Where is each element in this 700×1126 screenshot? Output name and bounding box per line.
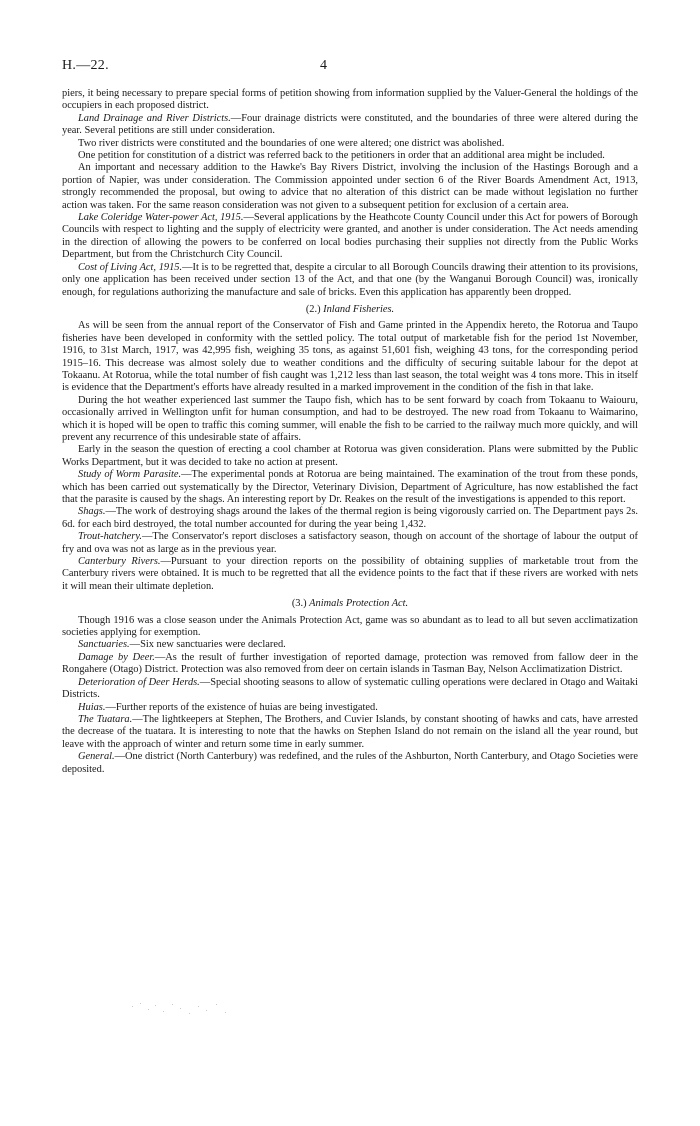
paragraph: During the hot weather experienced last summer the Taupo fish, which has to be sent forward by coach from Tokaanu to Waiouru, occasionally arrived in Wellington unfit for human consumption, and had to be destroyed. The new road from Tokaanu to Waimarino, which it is hoped will be open to traffic this coming summer, will enable the fish to be carried to the railway much more quickly, and will prevent any recurrence of this undesirable state of affairs. (62, 394, 638, 443)
paragraph-lead: Huias. (78, 701, 106, 713)
page-header (62, 58, 638, 88)
paragraph: Early in the season the question of erecting a cool chamber at Rotorua was given consideration. Plans were submitted by the Public Works Department, but it was decided to take no action at present. (62, 444, 638, 468)
paragraph-lead: Canterbury Rivers. (78, 556, 161, 568)
paragraph: Huias.—Further reports of the existence of huias are being investigated. (78, 701, 378, 713)
paragraph: Though 1916 was a close season under the Animals Protection Act, game was so abundant as to lead to all but seven acclimatization societies applying for exemption. (62, 614, 638, 639)
paragraph: Deterioration of Deer Herds.—Special shooting seasons to allow of systematic culling operations were declared in Otago and Waitaki Districts. (62, 676, 639, 701)
paragraph-lead: Land Drainage and River Districts. (78, 112, 231, 124)
paragraph-lead: General. (78, 751, 115, 763)
paragraph: Damage by Deer.—As the result of further investigation of reported damage, protection was removed from fallow deer in the Rongahere (Otago) District. Protection was also removed from deer on certain islands in Tasman Bay, Nelson Acclimatization District. (62, 651, 638, 676)
paragraph: An important and necessary addition to the Hawke's Bay Rivers District, involving the inclusion of the Hastings Borough and a portion of Napier, was under consideration. The Commission appointed under section 6 of the River Boards Amendment Act, 1913, strongly recommended the proposal, but owing to advice that no alteration of this district can be made without legislation no further action was taken. For the same reason consideration was not given to a subsequent petition for exclusion of a certain area. (62, 162, 638, 211)
paragraph-lead: Shags. (78, 506, 106, 518)
paragraph-lead: Trout-hatchery. (78, 531, 142, 543)
paragraph-lead: Deterioration of Deer Herds. (78, 676, 200, 688)
paragraph: Cost of Living Act, 1915.—It is to be regretted that, despite a circular to all Borough Councils drawing their attention to its provisions, only one application has been received under section 13 of the Act, and that one (by the Wanganui Borough Council) was, ironically enough, for regulations authorizing the manufacture and sale of bricks. Even this application has apparently been dropped. (62, 261, 638, 298)
paragraph-lead: Study of Worm Parasite. (78, 469, 182, 481)
paragraph: Trout-hatchery.—The Conservator's report discloses a satisfactory season, though on account of the shortage of labour the output of fry and ova was not as large as in the previous year. (62, 531, 638, 555)
paragraph: Lake Coleridge Water-power Act, 1915.—Several applications by the Heathcote County Council under this Act for powers of Borough Councils with respect to lighting and the supply of electricity were granted, and another is under consideration. The Act needs amending in the direction of allowing the powers to be conferred on local bodies purchasing their supplies not directly from the Public Works Department, but from the Christchurch City Council. (62, 212, 638, 261)
scan-speckle (128, 1000, 238, 1020)
paragraph-lead: Sanctuaries. (78, 639, 130, 651)
paragraph: Canterbury Rivers.—Pursuant to your direction reports on the possibility of obtaining supplies of marketable trout from the Canterbury rivers were obtained. It is much to be regretted that all the evidence points to the fact that if these rivers are worked with nets it will mean their ultimate depletion. (62, 556, 638, 592)
paragraph-lead: Cost of Living Act, 1915. (78, 261, 183, 273)
paragraph: The Tuatara.—The lightkeepers at Stephen, The Brothers, and Cuvier Islands, by constant shooting of hawks and cats, have arrested the decrease of the tuatara. It is interesting to note that the hawks on Stephen Island do not remain on the island all the year round, but leave with the approach of winter and return some time in early summer. (62, 713, 638, 750)
document-body (62, 88, 638, 776)
document-page (62, 58, 638, 776)
paragraph: General.—One district (North Canterbury) was redefined, and the rules of the Ashburton, North Canterbury, and Otago Societies were deposited. (62, 751, 638, 775)
paragraph: Two river districts were constituted and the boundaries of one were altered; one district was abolished. (78, 137, 505, 149)
paragraph: One petition for constitution of a district was referred back to the petitioners in order that an additional area might be included. (78, 150, 605, 162)
paragraph: Study of Worm Parasite.—The experimental ponds at Rotorua are being maintained. The examination of the trout from these ponds, which has been carried out systematically by the Director, Veterinary Division, Department of Agriculture, has now established the fact that the parasite is caused by the shags. An interesting report by Dr. Reakes on the result of the investigations is appended to this report. (62, 469, 638, 505)
paragraph-lead: Lake Coleridge Water-power Act, 1915. (78, 212, 244, 224)
page-number: 4 (320, 58, 327, 73)
section-heading: (3.) Animals Protection Act. (291, 598, 409, 610)
document-id: H.—22. (62, 58, 109, 73)
paragraph: Shags.—The work of destroying shags around the lakes of the thermal region is being vigorously carried on. The Department pays 2s. 6d. for each bird destroyed, the total number accounted for during the year being 1,432. (62, 506, 638, 530)
paragraph: Land Drainage and River Districts.—Four drainage districts were constituted, and the boundaries of three were altered during the year. Several petitions are still under consideration. (62, 112, 638, 137)
section-heading: (2.) Inland Fisheries. (305, 303, 395, 315)
paragraph: Sanctuaries.—Six new sanctuaries were declared. (78, 639, 286, 651)
paragraph-lead: The Tuatara. (78, 713, 133, 725)
paragraph: piers, it being necessary to prepare special forms of petition showing from information supplied by the Valuer-General the holdings of the occupiers in each proposed district. (62, 88, 638, 112)
paragraph: As will be seen from the annual report of the Conservator of Fish and Game printed in the Appendix hereto, the Rotorua and Taupo fisheries have been developed in conformity with the settled policy. The total output of marketable fish for the period 1st November, 1916, to 31st March, 1917, was 42,995 fish, weighing 35 tons, as against 51,601 fish, weighing 43 tons, for the corresponding period 1915–16. This decrease was almost solely due to weather conditions and the difficulty of securing suitable labour for the depot at Tokaanu. At Rotorua, while the total number of fish caught was 1,212 less than last season, the total weight was 4 tons more. This in itself is evidence that the Department's efforts have already resulted in a marked improvement in the condition of the fish in that lake. (62, 320, 638, 394)
paragraph-lead: Damage by Deer. (78, 651, 155, 663)
